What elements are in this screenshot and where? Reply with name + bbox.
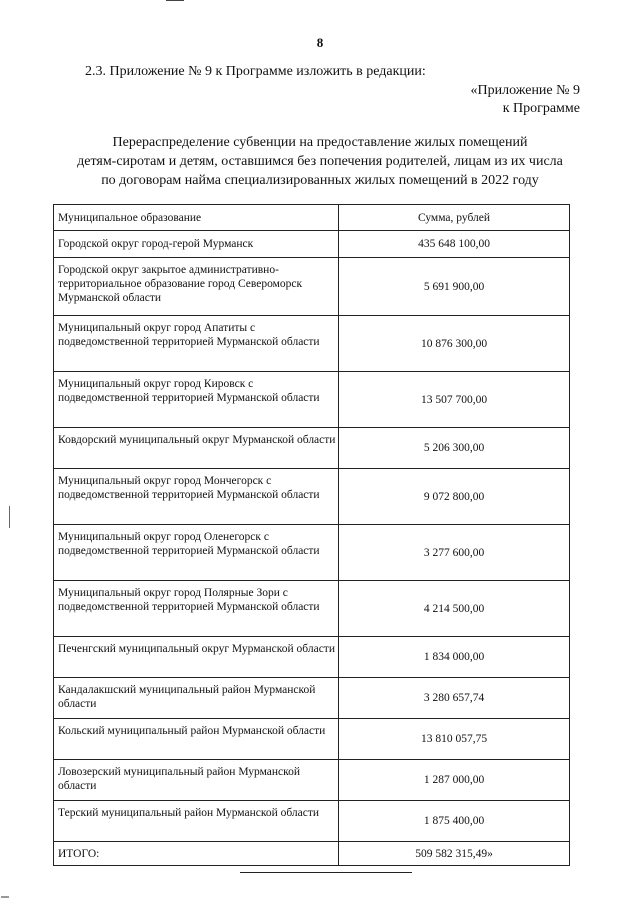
table-row — [54, 760, 570, 801]
row-sum: 1 875 400,00 — [339, 801, 570, 842]
row-name: Печенгский муниципальный округ Мурманской области — [54, 637, 339, 678]
scan-mark-top — [166, 0, 184, 1]
row-name: Муниципальный округ город Полярные Зори с подведомственной территорией Мурманской области — [54, 581, 339, 637]
title-line: Перераспределение субвенции на предоставление жилых помещений — [112, 135, 528, 150]
table-row — [54, 678, 570, 719]
row-sum: 9 072 800,00 — [339, 469, 570, 525]
row-name: Муниципальный округ город Кировск с подведомственной территорией Мурманской области — [54, 372, 339, 428]
row-name: Городской округ город-герой Мурманск — [54, 231, 339, 258]
row-sum: 3 277 600,00 — [339, 525, 570, 581]
table-row — [54, 469, 570, 525]
table-row — [54, 719, 570, 760]
row-sum: 1 287 000,00 — [339, 760, 570, 801]
intro-paragraph: 2.3. Приложение № 9 к Программе изложить в редакции: — [85, 64, 426, 79]
row-name: Ловозерский муниципальный район Мурманской области — [54, 760, 339, 801]
table-row — [54, 372, 570, 428]
scan-mark-side — [9, 506, 10, 528]
document-title — [40, 133, 600, 190]
table-header-row — [54, 205, 570, 231]
row-sum: 4 214 500,00 — [339, 581, 570, 637]
row-sum: 1 834 000,00 — [339, 637, 570, 678]
row-sum: 3 280 657,74 — [339, 678, 570, 719]
row-name: Городской округ закрытое административно-территориальное образование город Североморск Мурманской области — [54, 258, 339, 316]
table-total-row — [54, 842, 570, 866]
total-sum: 509 582 315,49» — [339, 842, 570, 866]
row-sum: 435 648 100,00 — [339, 231, 570, 258]
total-label: ИТОГО: — [54, 842, 339, 866]
title-line: по договорам найма специализированных жилых помещений в 2022 году — [101, 173, 539, 188]
title-line: детям-сиротам и детям, оставшимся без попечения родителей, лицам из их числа — [77, 154, 563, 169]
header-municipality: Муниципальное образование — [54, 205, 339, 231]
row-sum: 10 876 300,00 — [339, 316, 570, 372]
row-name: Муниципальный округ город Апатиты с подведомственной территорией Мурманской области — [54, 316, 339, 372]
row-name: Кольский муниципальный район Мурманской области — [54, 719, 339, 760]
appendix-label: «Приложение № 9 — [470, 83, 580, 98]
scan-mark-corner — [1, 896, 9, 898]
row-name: Муниципальный округ город Оленегорск с подведомственной территорией Мурманской области — [54, 525, 339, 581]
appendix-label-program: к Программе — [502, 101, 580, 116]
table-row — [54, 801, 570, 842]
table-row — [54, 428, 570, 469]
end-divider — [240, 872, 412, 873]
header-sum: Сумма, рублей — [339, 205, 570, 231]
table-row — [54, 231, 570, 258]
row-name: Терский муниципальный район Мурманской области — [54, 801, 339, 842]
row-sum: 13 810 057,75 — [339, 719, 570, 760]
page-number: 8 — [316, 35, 324, 50]
table-row — [54, 525, 570, 581]
row-name: Кандалакшский муниципальный район Мурманской области — [54, 678, 339, 719]
table-row — [54, 637, 570, 678]
row-name: Ковдорский муниципальный округ Мурманской области — [54, 428, 339, 469]
table-row — [54, 581, 570, 637]
subvention-table — [53, 204, 570, 866]
row-sum: 5 206 300,00 — [339, 428, 570, 469]
table-row — [54, 258, 570, 316]
row-sum: 13 507 700,00 — [339, 372, 570, 428]
row-name: Муниципальный округ город Мончегорск с подведомственной территорией Мурманской области — [54, 469, 339, 525]
table-row — [54, 316, 570, 372]
row-sum: 5 691 900,00 — [339, 258, 570, 316]
